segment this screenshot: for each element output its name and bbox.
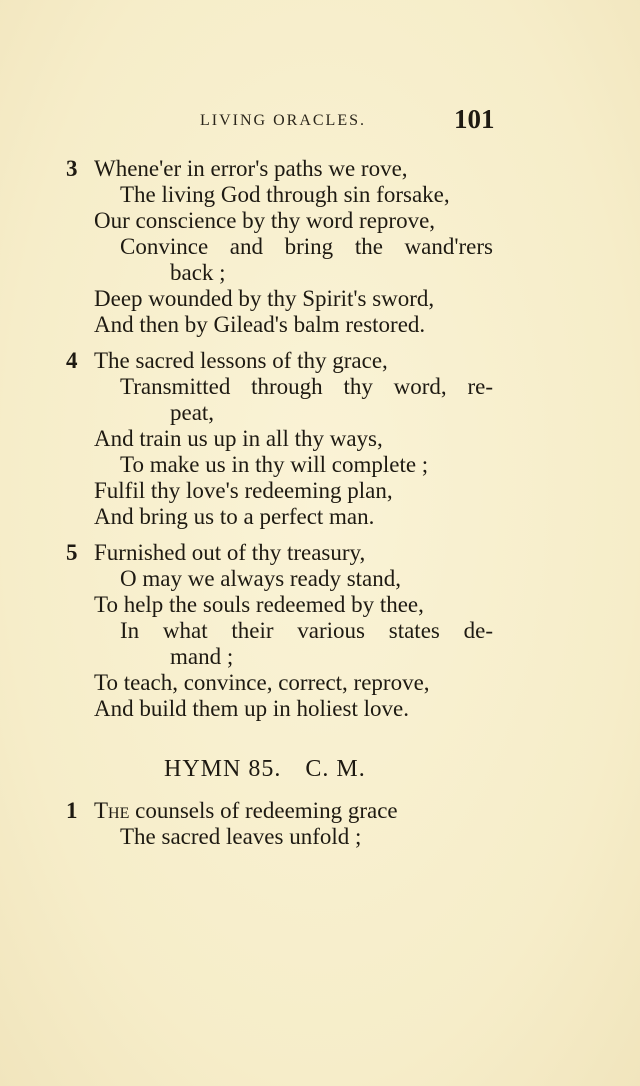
verse-line: Convince and bring the wand'rers <box>120 234 493 259</box>
first-word: The <box>94 798 130 823</box>
verse-line <box>94 798 398 824</box>
hymn-title: HYMN 85. <box>164 756 282 782</box>
stanza-number: 3 <box>66 156 78 181</box>
stanza-number: 4 <box>66 348 78 373</box>
verse-line: And build them up in holiest love. <box>94 696 409 721</box>
hymn-meter: C. M. <box>305 756 366 782</box>
verse-line: In what their various states de- <box>120 618 493 643</box>
verse-line: To help the souls redeemed by thee, <box>94 592 424 617</box>
page-number: 101 <box>454 104 495 134</box>
verse-line: To make us in thy will complete ; <box>120 452 429 477</box>
verse-line: And then by Gilead's balm restored. <box>94 312 426 337</box>
verse-line-wrap <box>120 234 493 260</box>
verse-line-wrap <box>120 618 493 644</box>
verse-line: Deep wounded by thy Spirit's sword, <box>94 286 435 311</box>
verse-line: Transmitted through thy word, re- <box>120 374 493 399</box>
verse-line: And train us up in all thy ways, <box>94 426 383 451</box>
verse-line: O may we always ready stand, <box>120 566 402 591</box>
verse-line: Whene'er in error's paths we rove, <box>94 156 408 181</box>
stanza-number: 1 <box>66 798 78 823</box>
stanza-number: 5 <box>66 540 78 565</box>
verse-line-wrap <box>120 374 493 400</box>
verse-line-continuation: peat, <box>170 400 215 425</box>
verse-line-continuation: mand ; <box>170 644 234 669</box>
verse-line: To teach, convince, correct, reprove, <box>94 670 430 695</box>
verse-line: The living God through sin forsake, <box>120 182 450 207</box>
verse-line: Furnished out of thy treasury, <box>94 540 366 565</box>
running-head: LIVING ORACLES. <box>200 112 366 129</box>
verse-line: The sacred lessons of thy grace, <box>94 348 388 373</box>
hymn-heading <box>164 756 366 783</box>
verse-line: Our conscience by thy word reprove, <box>94 208 436 233</box>
verse-line-continuation: back ; <box>170 260 226 285</box>
verse-line: Fulfil thy love's redeeming plan, <box>94 478 393 503</box>
verse-line: The sacred leaves unfold ; <box>120 824 362 849</box>
verse-line-rest: counsels of redeeming grace <box>135 798 398 823</box>
verse-line: And bring us to a perfect man. <box>94 504 375 529</box>
